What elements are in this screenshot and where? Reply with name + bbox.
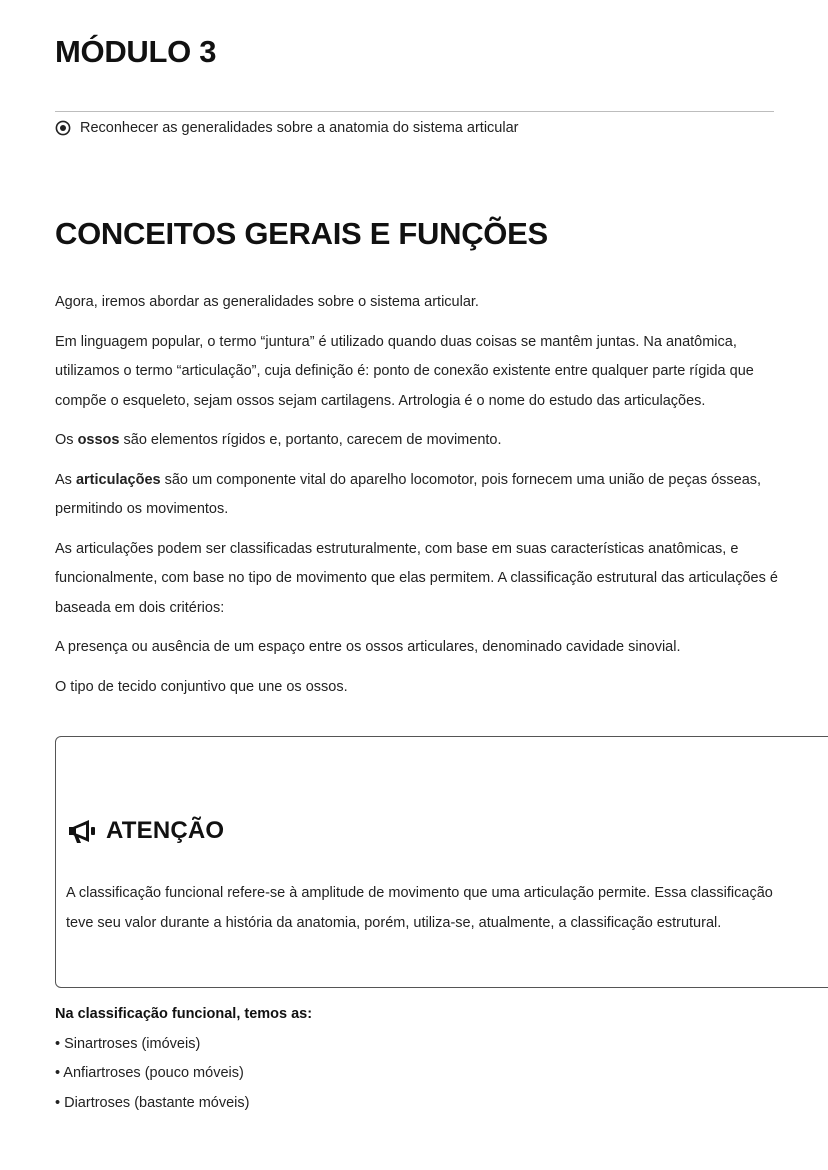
attention-callout: [55, 736, 828, 988]
paragraph-criterion-2: O tipo de tecido conjuntivo que une os ossos.: [55, 678, 348, 695]
list-item: • Sinartroses (imóveis): [55, 1035, 201, 1052]
bold-term-ossos: ossos: [77, 432, 120, 448]
paragraph-joints: As articulações são um componente vital do aparelho locomotor, pois fornecem uma união de peças ósseas, permitindo os movimentos.: [55, 471, 762, 517]
bold-term-articulacoes: articulações: [75, 471, 161, 488]
paragraph-definition: Em linguagem popular, o termo “juntura” é utilizado quando duas coisas se mantêm juntas. Na anatômica, utilizamos o termo “articulação”, cuja definição é: ponto de conexão existente entre qualquer parte rígida que compõe o esqueleto, sejam ossos sejam cartilagens. Artrologia é o nome do estudo das articulações.: [55, 333, 754, 409]
objective-item: [55, 120, 518, 136]
megaphone-icon: [67, 818, 97, 844]
section-title: CONCEITOS GERAIS E FUNÇÕES: [55, 216, 548, 251]
paragraph-bones: Os ossos são elementos rígidos e, portanto, carecem de movimento.: [55, 432, 502, 448]
list-title: Na classificação funcional, temos as:: [55, 1006, 313, 1022]
list-item: • Anfiartroses (pouco móveis): [55, 1065, 244, 1081]
paragraph-intro: Agora, iremos abordar as generalidades sobre o sistema articular.: [55, 294, 479, 310]
classification-list: [55, 1030, 312, 1119]
functional-classification: [55, 1000, 312, 1118]
objective-text: Reconhecer as generalidades sobre a anatomia do sistema articular: [80, 120, 519, 136]
divider: [55, 111, 774, 112]
paragraph-criterion-1: A presença ou ausência de um espaço entre os ossos articulares, denominado cavidade sinovial.: [55, 639, 681, 655]
list-item: • Diartroses (bastante móveis): [55, 1094, 250, 1111]
module-title: MÓDULO 3: [55, 34, 217, 69]
radio-selected-icon: [55, 120, 71, 136]
callout-header: [67, 817, 224, 845]
section-content: [55, 288, 785, 712]
callout-title: ATENÇÃO: [106, 817, 225, 844]
callout-text: A classificação funcional refere-se à amplitude de movimento que uma articulação permite. Essa classificação teve seu valor durante a história da anatomia, porém, utiliza-se, atualmente, a classificação estrutural.: [66, 885, 773, 931]
paragraph-classification: As articulações podem ser classificadas estruturalmente, com base em suas características anatômicas, e funcionalmente, com base no tipo de movimento que elas permitem. A classificação estrutural das articulações é baseada em dois critérios:: [55, 540, 778, 616]
